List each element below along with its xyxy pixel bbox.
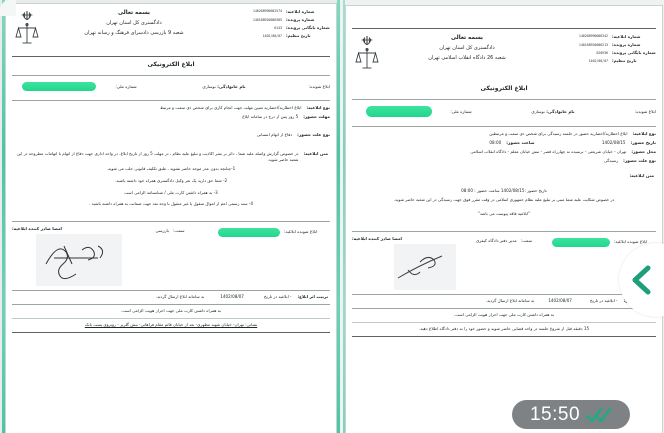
page-edge-artifact-left — [2, 0, 5, 433]
meta-label: شماره پرونده: — [612, 42, 641, 48]
meta-row — [552, 50, 656, 56]
party-name-value: نوسازی — [202, 84, 216, 90]
doc-right-meta-block — [552, 33, 656, 66]
court-branch-line: شعبه 9 بازرسی دادسرای فرهنگ و رسانه تهران — [84, 29, 184, 36]
receiver-field — [218, 226, 330, 237]
doc-right-title: ابلاغ الکترونیکی — [480, 85, 528, 92]
receiver-label: ابلاغ شونده ابلاغیه: — [614, 239, 648, 245]
doc-left-fields — [6, 101, 336, 145]
signature-image — [394, 244, 456, 290]
delivery-date: 1402/08/07 — [548, 298, 572, 304]
party-id-value-redacted — [12, 82, 96, 93]
doc-left-body — [6, 145, 336, 220]
doc-right-header — [346, 29, 662, 81]
position-value: مدیر دفتر دادگاه کیفری — [475, 237, 517, 243]
party-role-label: ابلاغ شونده: — [308, 84, 330, 90]
field-row — [352, 149, 656, 155]
signer-field — [352, 236, 456, 290]
meta-value: 1402/08/07 — [262, 33, 282, 38]
body-intro-row — [14, 151, 328, 163]
meta-row — [552, 42, 656, 48]
list-item: 1-چنانچه بدون عذر موجه حاضر نشوید ، طبق تکلیف قانونی جلب می شوید. — [106, 166, 236, 172]
party-name-value: نوسازی — [531, 109, 545, 115]
judiciary-emblem-icon — [352, 33, 382, 78]
field-value: رسیدگی — [604, 158, 619, 164]
meta-row — [226, 9, 330, 15]
field-value: 08:00 — [489, 139, 502, 145]
field-label: محل حضور: — [631, 149, 656, 155]
field-value: ابلاغ اخطاریه/احضاریه تعیین مهلت جهت انجام کاری برای شخص ذی سمت و مرتبط — [159, 104, 302, 110]
receiver-label: ابلاغ شونده ابلاغیه: — [284, 229, 318, 235]
divider — [352, 336, 656, 337]
doc-left-note-2: نشانی: تهران- خیابان شهید مطهری- بعد از خیابان قائم مقام فراهانی- نبش گلریز - روبروی پست بانک — [84, 322, 258, 328]
field-label: نوع علت حضور: — [297, 132, 330, 138]
position-label: سمت: — [173, 227, 185, 233]
document-right[interactable] — [346, 6, 662, 433]
party-name — [490, 109, 616, 115]
list-item: 4- سند رسمی اعم از اموال منقول یا غیر منقول با وجه نقد جهت ضمانت به همراه داشته باشید . — [89, 201, 253, 207]
field-row-datetime — [352, 140, 656, 146]
field-value: ابلاغ اخطاریه/احضاریه حضور در جلسه رسیدگی برای شخص ذی سمت و مرتبطین — [489, 130, 628, 136]
body-intro-label: متن ابلاغیه: — [629, 173, 654, 179]
party-id-label: شماره ملی: — [450, 109, 472, 115]
party-name — [156, 84, 292, 90]
doc-left-header — [6, 4, 336, 56]
signer-caption: امضا صادر کننده ابلاغیه: — [352, 235, 402, 241]
meta-value: 140168920006213 — [578, 42, 608, 47]
signer-caption: امضا صادر کننده ابلاغیه: — [12, 225, 62, 231]
meta-row — [226, 17, 330, 23]
page-edge-artifact-center-2 — [343, 0, 345, 433]
field-row — [12, 105, 330, 111]
field-row — [12, 132, 330, 138]
meta-value: 140168920006385 — [252, 17, 282, 22]
list-item: 3- به همراه داشتن کارت ملی / شناسنامه الزامی است — [124, 189, 218, 195]
party-name-label: نام خانوادگی: — [217, 84, 246, 90]
doc-left-title: ابلاغ الکترونیکی — [147, 61, 195, 68]
body-intro-label: متن ابلاغیه: — [303, 151, 328, 157]
timestamp-text: 15:50 — [529, 403, 581, 425]
body-line-1: تاریخ حضور :1402/08/15 ساعت حضور : 08:00 — [461, 188, 547, 194]
redaction-mark — [22, 82, 96, 91]
judiciary-emblem-icon — [12, 8, 42, 53]
meta-row — [226, 33, 330, 39]
bismillah-line: بسمه تعالی — [117, 10, 150, 16]
field-value: 1402/08/15 — [601, 139, 626, 145]
field-label: مهلت حضور: — [303, 113, 330, 119]
field-value: دفاع از اتهام انتسابی — [256, 132, 293, 138]
position-label: سمت: — [520, 237, 533, 243]
doc-right-signature-block — [346, 232, 662, 294]
party-name-label: نام خانوادگی: — [546, 109, 575, 115]
body-line-2: در خصوص شکایت علیه شما مبنی بر تبلیغ علیه نظام جمهوری اسلامی در وقت مقرر فوق جهت رسیدگی در این شعبه حاضر شوید. — [393, 197, 615, 203]
field-value: 5 روز پس از درج در سامانه ابلاغ — [242, 113, 299, 119]
position-field — [462, 236, 546, 244]
position-value: بازرسی — [155, 227, 170, 233]
document-left[interactable] — [6, 4, 336, 433]
field-label: نوع علت حضور: — [623, 158, 656, 164]
field-label: تاریخ حضور: — [630, 139, 656, 145]
meta-label: شماره ابلاغیه: — [612, 34, 641, 39]
signer-field — [12, 226, 122, 286]
doc-left-party-row — [6, 76, 336, 100]
doc-right-delivery-row — [346, 295, 662, 308]
delivery-value: - ابلاغیه در تاریخ — [263, 294, 292, 300]
chevron-left-icon — [628, 265, 654, 295]
redaction-mark — [552, 238, 610, 247]
doc-left-meta-block — [226, 8, 330, 41]
meta-label: تاریخ تنظیم: — [286, 33, 311, 39]
doc-left-note-1: به همراه داشتن کارت ملی جهت احراز هویت الزامی است. — [120, 308, 222, 314]
field-row — [352, 131, 656, 137]
delivery-label: ترتیب اثر ابلاغ: — [297, 294, 328, 300]
doc-left-header-text — [46, 8, 222, 37]
court-branch-line: شعبه 26 دادگاه انقلاب اسلامی تهران — [428, 54, 506, 61]
card-corner — [0, 0, 16, 16]
meta-row — [552, 34, 656, 40]
doc-right-top-spacer — [346, 6, 662, 28]
meta-label: شماره ابلاغیه: — [286, 9, 315, 14]
doc-left-delivery-row — [6, 291, 336, 304]
meta-value: 6143 — [274, 25, 282, 30]
party-role-label: ابلاغ شونده: — [634, 109, 656, 115]
meta-row — [552, 58, 656, 64]
field-value: تهران - خیابان شریعتی - نرسیده به چهارراه قصر - نبش خیابان معلم - دادگاه انقلاب اسلامی — [470, 149, 627, 155]
field-row — [12, 114, 330, 120]
message-timestamp-badge — [512, 400, 630, 429]
doc-right-note-1: به همراه داشتن کارت ملی جهت احراز هویت الزامی است. — [453, 312, 555, 318]
court-province-line: دادگستری کل استان تهران — [106, 19, 162, 26]
field-label: ساعت حضور: — [506, 139, 535, 145]
meta-value: 140268990006342 — [578, 34, 608, 39]
body-line-3: "ابلاغیه فاقد پیوست می باشد" — [477, 210, 531, 216]
doc-right-fields — [346, 127, 662, 172]
page-edge-artifact-center — [337, 0, 340, 433]
redaction-mark — [218, 228, 280, 237]
delivery-date: 1402/08/07 — [220, 294, 244, 300]
meta-value: 020936 — [596, 50, 608, 55]
doc-right-party-row — [346, 100, 662, 126]
delivery-tail: به سامانه ابلاغ ارسال گردید. — [485, 298, 535, 304]
position-field — [128, 226, 212, 234]
meta-label: شماره پرونده: — [286, 17, 315, 23]
divider — [12, 332, 330, 333]
meta-value: 1402/08/07 — [588, 58, 608, 63]
delivery-tail: به سامانه ابلاغ ارسال گردید. — [155, 294, 205, 300]
redaction-mark — [366, 106, 432, 117]
meta-row — [226, 25, 330, 31]
delivery-value: - ابلاغیه در تاریخ — [589, 298, 618, 304]
meta-value: 140268990002574 — [252, 9, 282, 14]
doc-right-header-text — [386, 33, 548, 62]
doc-right-body — [346, 171, 662, 230]
body-intro-text: در خصوص گزارش واصله علیه شما ، دائر بر نشر اکاذیب و تبلیغ علیه نظام ، در مهلت 5 روز از تاریخ ابلاغ، در واحد اداری جهت دفاع از اتهام با اتهامات مطروحه در این شعبه حاضر شوید. — [17, 151, 299, 163]
meta-label: شماره بایگانی پرونده: — [612, 50, 656, 56]
court-province-line: دادگستری کل استان تهران — [439, 44, 495, 51]
list-item: 2- شما حق دارید یک نفر وکیل دادگستری همراه خود داشته باشید. — [114, 178, 228, 184]
field-row — [352, 158, 656, 164]
meta-label: شماره بایگانی پرونده: — [286, 25, 330, 31]
doc-right-note-2: 15 دقیقه قبل از شروع جلسه در واحد قضایی حاضر شوید و حضور خود را به دفتر دادگاه اطلاع دهید. — [418, 326, 590, 332]
doc-left-instruction-list — [14, 166, 328, 207]
bismillah-line: بسمه تعالی — [450, 35, 483, 41]
party-id-label: شماره ملی: — [115, 84, 137, 90]
field-label: نوع ابلاغیه: — [306, 104, 330, 110]
field-label: نوع ابلاغیه: — [632, 130, 656, 136]
double-check-icon — [586, 407, 612, 423]
meta-label: تاریخ تنظیم: — [612, 58, 637, 64]
doc-left-signature-block — [6, 222, 336, 290]
party-id-value-redacted — [352, 106, 432, 119]
signature-image — [36, 234, 122, 286]
